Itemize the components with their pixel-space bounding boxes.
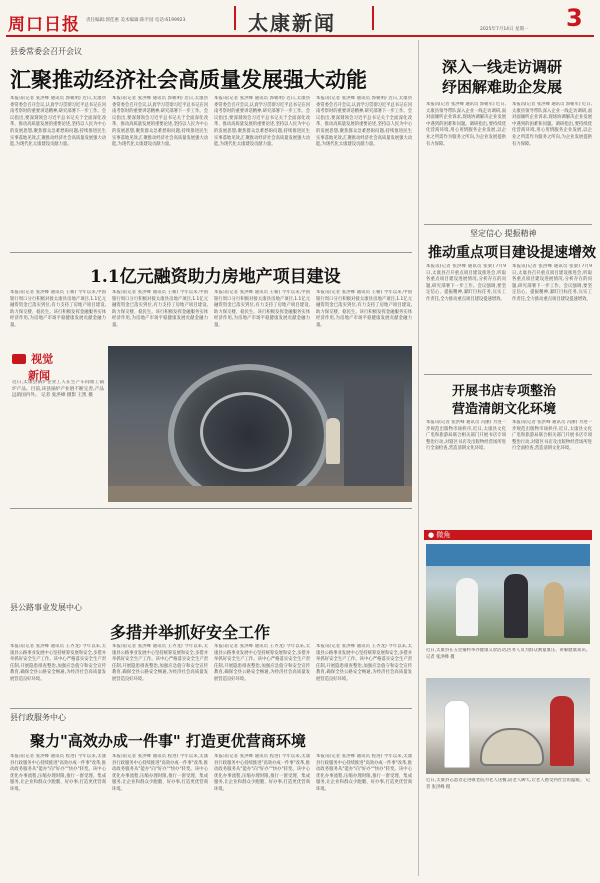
person-figure bbox=[550, 696, 574, 766]
bookstore-body: 本报讯(记者 张洪峰 通讯员 冯丽) 为进一步规范出版物市场秩序,近日,太康县文化广电和旅游局联合相关部门开展书店专项整治行动,对辖区书店及出版物经营场所进行全面检查,营造清朗文化环境。 bbox=[512, 420, 592, 452]
column-divider bbox=[418, 40, 419, 876]
safety-body: 本报讯(记者 张洪峰 通讯员 王齐龙) 今年以来,太康县公路事业发展中心坚持统筹发展和安全,多措并举抓好安全生产工作。该中心严格落实安全生产责任制,开展隐患排查整治,加强应急值守和安全宣传教育,确保全县公路安全畅通,为经济社会高质量发展营造良好环境。 bbox=[214, 644, 310, 682]
person-figure bbox=[544, 582, 564, 636]
weijiao-caption-1: 近日,太康县在五里铺村举办健康义诊活动,医务人员为群众测量血压、讲解健康知识。 记者 张洪峰 摄 bbox=[426, 648, 590, 660]
pot-shape bbox=[480, 728, 544, 766]
badge-line2: 新闻 bbox=[28, 369, 50, 382]
projects-body: 本报讯(记者 张洪峰 通讯员 张梁) 7月9日,太康县召开重点项目建设推进会,听取各重点项目建设进展情况,分析存在的问题,研究部署下一步工作。会议强调,要坚定信心、提振精神,紧盯目标任务,压实工作责任,全力推动重点项目建设提速增效。 bbox=[512, 264, 592, 302]
weijiao-caption-2: 近日,太康县志愿者走进敬老院为老人送餐,陪老人聊天,让老人感受到社会的温暖。 记者 张洪峰 摄 bbox=[426, 778, 590, 790]
research-title-2: 纾困解难助企发展 bbox=[442, 78, 563, 96]
housing-title: 1.1亿元融资助力房地产项目建设 bbox=[90, 267, 341, 287]
page-number: 3 bbox=[566, 4, 583, 32]
safety-body: 本报讯(记者 张洪峰 通讯员 王齐龙) 今年以来,太康县公路事业发展中心坚持统筹发展和安全,多措并举抓好安全生产工作。该中心严格落实安全生产责任制,开展隐患排查整治,加强应急值守和安全宣传教育,确保全县公路安全畅通,为经济社会高质量发展营造良好环境。 bbox=[316, 644, 412, 682]
masthead-meta: 责任编辑:郭佳惠 美术编辑:陈平园 电话:6199923 bbox=[86, 18, 186, 23]
boiler-photo bbox=[108, 346, 412, 502]
service-columns bbox=[10, 754, 412, 878]
photo-divider bbox=[10, 508, 412, 509]
safety-kicker: 县公路事业发展中心 bbox=[10, 603, 82, 612]
weijiao-label-text: 微角 bbox=[436, 531, 451, 539]
safety-columns bbox=[10, 644, 412, 704]
service-kicker: 县行政服务中心 bbox=[10, 713, 66, 722]
housing-body: 本报讯(记者 张洪峰 通讯员 王朝) 今年以来,中国银行周口分行积极对接太康县房地产项目,1.1亿元融资资金已落实到位,有力支持了房地产项目建设,助力保交楼、稳民生。该行积极发挥金融服务实体经济作用,为房地产市场平稳健康发展贡献金融力量。 bbox=[112, 290, 208, 328]
lead-body: 本报讯(记者 张洪峰 通讯员 郭朝明) 近日,太康县委常委会召开会议,认真学习贯彻习近平总书记在河南考察时的重要讲话精神,研究部署下一步工作。会议指出,要深刻领会习近平总书记关于全面深化改革、推动高质量发展的重要论述,坚持以人民为中心的发展思想,聚焦群众急难愁盼问题,持续推进民生实事落地见效,汇聚推动经济社会高质量发展强大动能,为现代化太康建设贡献力量。 bbox=[10, 96, 106, 148]
person-figure bbox=[456, 578, 478, 636]
service-body: 本报讯(记者 张洪峰 通讯员 程进) 今年以来,太康县行政服务中心持续推进"高效办成一件事"改革,推动政务服务从"能办"向"好办""快办"转变。该中心优化办事流程,压缩办理时限,推行一窗受理、集成服务,让企业和群众少跑腿、好办事,打造更优营商环境。 bbox=[10, 754, 106, 792]
tent-shape bbox=[426, 544, 590, 566]
weijiao-label: ● 微角 bbox=[428, 531, 451, 539]
weijiao-photo-2 bbox=[426, 678, 590, 774]
safety-divider bbox=[10, 708, 412, 709]
lead-divider bbox=[10, 252, 412, 253]
service-body: 本报讯(记者 张洪峰 通讯员 程进) 今年以来,太康县行政服务中心持续推进"高效办成一件事"改革,推动政务服务从"能办"向"好办""快办"转变。该中心优化办事流程,压缩办理时限,推行一窗受理、集成服务,让企业和群众少跑腿、好办事,打造更优营商环境。 bbox=[112, 754, 208, 792]
camera-icon bbox=[12, 354, 26, 364]
projects-title: 推动重点项目建设提速增效 bbox=[428, 245, 596, 261]
housing-body: 本报讯(记者 张洪峰 通讯员 王朝) 今年以来,中国银行周口分行积极对接太康县房地产项目,1.1亿元融资资金已落实到位,有力支持了房地产项目建设,助力保交楼、稳民生。该行积极发挥金融服务实体经济作用,为房地产市场平稳健康发展贡献金融力量。 bbox=[10, 290, 106, 328]
masthead-divider-left bbox=[234, 6, 236, 30]
person-figure bbox=[444, 700, 470, 768]
safety-body: 本报讯(记者 张洪峰 通讯员 王齐龙) 今年以来,太康县公路事业发展中心坚持统筹发展和安全,多措并举抓好安全生产工作。该中心严格落实安全生产责任制,开展隐患排查整治,加强应急值守和安全宣传教育,确保全县公路安全畅通,为经济社会高质量发展营造良好环境。 bbox=[10, 644, 106, 682]
floor bbox=[108, 486, 412, 502]
service-title: 聚力"高效办成一件事" 打造更优营商环境 bbox=[30, 732, 306, 750]
research-title-1: 深入一线走访调研 bbox=[442, 58, 563, 76]
bookstore-body: 本报讯(记者 张洪峰 通讯员 冯丽) 为进一步规范出版物市场秩序,近日,太康县文化广电和旅游局联合相关部门开展书店专项整治行动,对辖区书店及出版物经营场所进行全面检查,营造清朗文化环境。 bbox=[426, 420, 506, 452]
worker-figure bbox=[326, 418, 340, 464]
service-body: 本报讯(记者 张洪峰 通讯员 程进) 今年以来,太康县行政服务中心持续推进"高效办成一件事"改革,推动政务服务从"能办"向"好办""快办"转变。该中心优化办事流程,压缩办理时限,推行一窗受理、集成服务,让企业和群众少跑腿、好办事,打造更优营商环境。 bbox=[316, 754, 412, 792]
service-body: 本报讯(记者 张洪峰 通讯员 程进) 今年以来,太康县行政服务中心持续推进"高效办成一件事"改革,推动政务服务从"能办"向"好办""快办"转变。该中心优化办事流程,压缩办理时限,推行一窗受理、集成服务,让企业和群众少跑腿、好办事,打造更优营商环境。 bbox=[214, 754, 310, 792]
research-body: 本报讯(记者 张洪峰 通讯员 郭朝军) 近日,太康县领导带队深入企业一线走访调研,面对面倾听企业诉求,现场协调解决企业发展中遇到的困难和问题。调研指出,要持续优化营商环境,用心用情服务企业发展,以企业之所需作为服务之所向,为企业发展提供有力保障。 bbox=[426, 102, 506, 147]
housing-body: 本报讯(记者 张洪峰 通讯员 王朝) 今年以来,中国银行周口分行积极对接太康县房地产项目,1.1亿元融资资金已落实到位,有力支持了房地产项目建设,助力保交楼、稳民生。该行积极发挥金融服务实体经济作用,为房地产市场平稳健康发展贡献金融力量。 bbox=[214, 290, 310, 328]
projects-kicker: 坚定信心 提振精神 bbox=[470, 229, 537, 238]
projects-body: 本报讯(记者 张洪峰 通讯员 张梁) 7月9日,太康县召开重点项目建设推进会,听取各重点项目建设进展情况,分析存在的问题,研究部署下一步工作。会议强调,要坚定信心、提振精神,紧盯目标任务,压实工作责任,全力推动重点项目建设提速增效。 bbox=[426, 264, 506, 302]
photo-badge bbox=[12, 348, 102, 383]
masthead-divider-right bbox=[372, 6, 374, 30]
masthead-rule bbox=[6, 35, 594, 37]
bookstore-title-1: 开展书店专项整治 bbox=[452, 384, 557, 399]
research-divider bbox=[424, 224, 592, 225]
lead-body: 本报讯(记者 张洪峰 通讯员 郭朝明) 近日,太康县委常委会召开会议,认真学习贯彻习近平总书记在河南考察时的重要讲话精神,研究部署下一步工作。会议指出,要深刻领会习近平总书记关于全面深化改革、推动高质量发展的重要论述,坚持以人民为中心的发展思想,聚焦群众急难愁盼问题,持续推进民生实事落地见效,汇聚推动经济社会高质量发展强大动能,为现代化太康建设贡献力量。 bbox=[214, 96, 310, 148]
research-body: 本报讯(记者 张洪峰 通讯员 郭朝军) 近日,太康县领导带队深入企业一线走访调研,面对面倾听企业诉求,现场协调解决企业发展中遇到的困难和问题。调研指出,要持续优化营商环境,用心用情服务企业发展,以企业之所需作为服务之所向,为企业发展提供有力保障。 bbox=[512, 102, 592, 147]
photo-caption: 近日,太康县锅炉企业工人在生产车间加工锅炉产品。目前,该县锅炉产业链不断完善,产品远销国内外。 记者 张洪峰 摄影 王凯 摄 bbox=[12, 380, 104, 399]
lead-body: 本报讯(记者 张洪峰 通讯员 郭朝明) 近日,太康县委常委会召开会议,认真学习贯彻习近平总书记在河南考察时的重要讲话精神,研究部署下一步工作。会议指出,要深刻领会习近平总书记关于全面深化改革、推动高质量发展的重要论述,坚持以人民为中心的发展思想,聚焦群众急难愁盼问题,持续推进民生实事落地见效,汇聚推动经济社会高质量发展强大动能,为现代化太康建设贡献力量。 bbox=[316, 96, 412, 148]
lead-title: 汇聚推动经济社会高质量发展强大动能 bbox=[10, 67, 367, 92]
masthead-date: 2025年7月14日 星期一 bbox=[480, 27, 529, 32]
weijiao-photo-1 bbox=[426, 544, 590, 644]
bookstore-title-2: 营造清朗文化环境 bbox=[452, 402, 557, 417]
boiler-inner-ring bbox=[200, 392, 292, 472]
lead-columns bbox=[10, 96, 412, 244]
safety-title: 多措并举抓好安全工作 bbox=[110, 623, 271, 642]
lead-kicker: 县委常委会召开会议 bbox=[10, 47, 82, 56]
machine-shape bbox=[344, 376, 404, 486]
badge-line1: 视觉 bbox=[31, 352, 54, 366]
lead-body: 本报讯(记者 张洪峰 通讯员 郭朝明) 近日,太康县委常委会召开会议,认真学习贯彻习近平总书记在河南考察时的重要讲话精神,研究部署下一步工作。会议指出,要深刻领会习近平总书记关于全面深化改革、推动高质量发展的重要论述,坚持以人民为中心的发展思想,聚焦群众急难愁盼问题,持续推进民生实事落地见效,汇聚推动经济社会高质量发展强大动能,为现代化太康建设贡献力量。 bbox=[112, 96, 208, 148]
projects-divider bbox=[424, 374, 592, 375]
housing-columns bbox=[10, 290, 412, 346]
projects-columns bbox=[426, 264, 592, 372]
masthead-logo: 周口日报 bbox=[8, 15, 80, 35]
section-title: 太康新闻 bbox=[248, 11, 336, 35]
research-columns bbox=[426, 102, 592, 222]
housing-body: 本报讯(记者 张洪峰 通讯员 王朝) 今年以来,中国银行周口分行积极对接太康县房地产项目,1.1亿元融资资金已落实到位,有力支持了房地产项目建设,助力保交楼、稳民生。该行积极发挥金融服务实体经济作用,为房地产市场平稳健康发展贡献金融力量。 bbox=[316, 290, 412, 328]
safety-body: 本报讯(记者 张洪峰 通讯员 王齐龙) 今年以来,太康县公路事业发展中心坚持统筹发展和安全,多措并举抓好安全生产工作。该中心严格落实安全生产责任制,开展隐患排查整治,加强应急值守和安全宣传教育,确保全县公路安全畅通,为经济社会高质量发展营造良好环境。 bbox=[112, 644, 208, 682]
bookstore-columns bbox=[426, 420, 592, 526]
person-figure bbox=[504, 574, 528, 638]
